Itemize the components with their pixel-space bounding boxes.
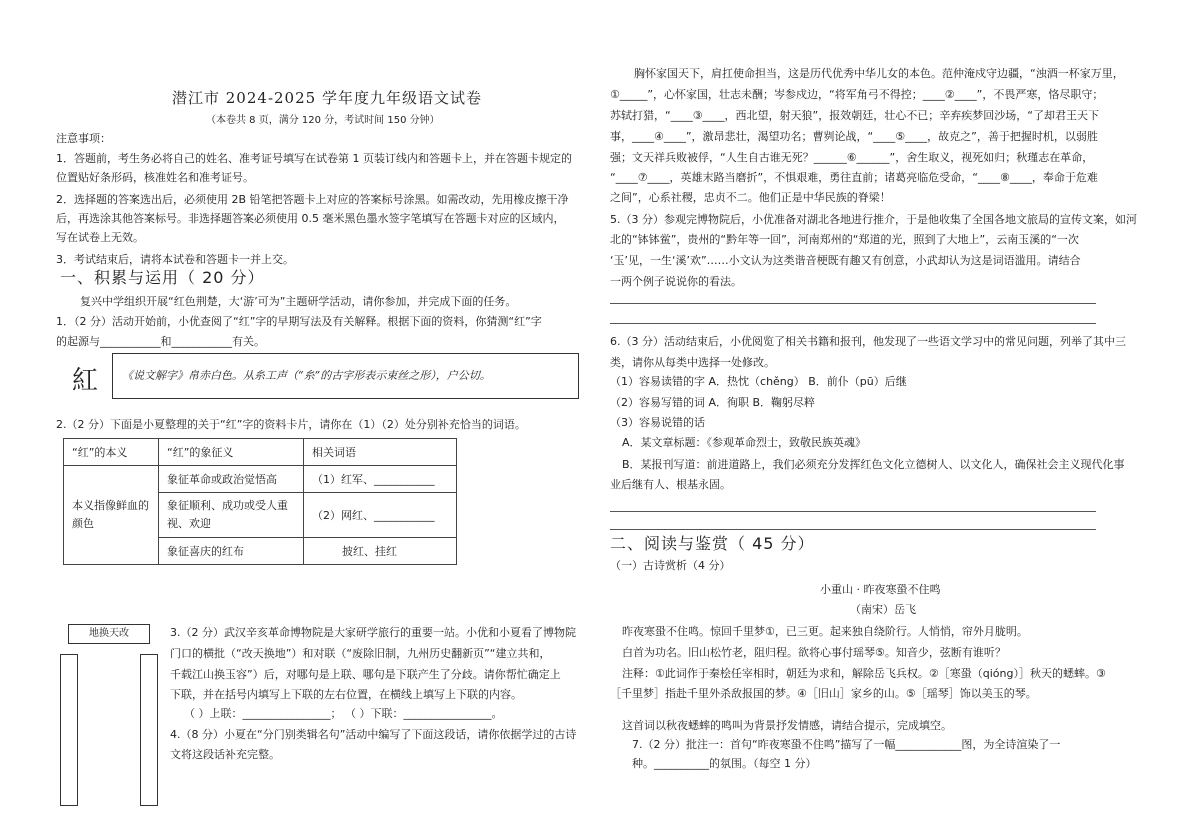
question-6: 6.（3 分）活动结束后，小优阅览了相关书籍和报刊，他发现了一些语文学习中的常见问题，列举了其中三: [610, 335, 1126, 348]
passage-line: 之间”，心系社稷，忠贞不二。他们正是中华民族的脊梁！: [610, 191, 891, 204]
poem-line: 昨夜寒蛩不住鸣。惊回千里梦①，已三更。起来独自绕阶行。人悄悄，帘外月胧明。: [622, 625, 1028, 638]
question-4: 4.（8 分）小夏在“分门别类辑名句”活动中编写了下面这段话，请你依据学过的古诗: [170, 728, 577, 741]
question-6-item: （3）容易说错的话: [610, 416, 705, 429]
col-header-symbolic: “红”的象征义: [159, 439, 304, 466]
poem-line: 白首为功名。旧山松竹老，阻归程。欲将心事付瑶琴⑤。知音少，弦断有谁听？: [622, 646, 1006, 659]
col-header-meaning: “红”的本义: [64, 439, 159, 466]
exam-subtitle: （本卷共 8 页，满分 120 分，考试时间 150 分钟）: [206, 115, 440, 126]
note-line: 位置贴好条形码，核准姓名和准考证号。: [56, 171, 254, 184]
poem-note: ［千里梦］指赴千里外杀敌报国的梦。④［旧山］家乡的山。⑤［瑶琴］饰以美玉的琴。: [610, 687, 1037, 700]
shuowen-quote: 《说文解字》帛赤白色。从糸工声（“糸”的古字形表示束丝之形），户公切。: [122, 369, 491, 382]
question-3-blanks: （ ）上联：________________； （ ）下联：________________。: [184, 707, 503, 720]
passage-line: “____⑦____，英雄末路当磨折”，不惧艰难，勇往直前；诸葛亮临危受命，“____⑧____，奉命于危难: [610, 171, 1098, 184]
exam-title: 潜江市 2024-2025 学年度九年级语文试卷: [172, 89, 482, 107]
question-6-option: 业后继有人、根基永固。: [610, 478, 731, 491]
answer-line[interactable]: [610, 511, 1096, 512]
question-7-intro: 这首词以秋夜蟋蟀的鸣叫为背景抒发情感，请结合提示，完成填空。: [622, 719, 952, 732]
question-1-blank: 的起源与___________和___________有关。: [56, 335, 265, 348]
answer-line[interactable]: [610, 303, 1096, 304]
question-3-line: 千载江山换玉容”）后，对哪句是上联、哪句是下联产生了分歧。请你帮忙确定上: [170, 668, 561, 681]
cell-symbolic: 象征顺利、成功或受人重视、欢迎: [159, 493, 304, 538]
question-6-option: B．某报刊写道：前进道路上，我们必须充分发挥红色文化立德树人、以文化人，确保社会主义现代化事: [622, 458, 1125, 471]
poem-note: 注释：①此词作于秦桧任宰相时，朝廷为求和，解除岳飞兵权。②［寒蛩（qióng）］秋天的蟋蟀。③: [622, 667, 1106, 680]
question-6-line: 类，请你从每类中选择一处修改。: [610, 356, 775, 369]
question-7: 7.（2 分）批注一：首句“昨夜寒蛩不住鸣”描写了一幅____________图，为全诗渲染了一: [632, 738, 1061, 751]
question-6-option: A．某文章标题：《参观革命烈士，致敬民族英魂》: [622, 436, 867, 449]
cell-words: （2）网红、___________: [304, 493, 457, 538]
seal-script-hong: 紅: [72, 366, 99, 396]
question-3-line: 下联，并在括号内填写上下联的左右位置，在横线上填写上下联的内容。: [170, 688, 522, 701]
answer-line[interactable]: [610, 323, 1096, 324]
passage-line: 苏轼打猎，“____③____，西北望，射天狼”，报效朝廷，壮心不已；辛弃疾梦回沙场，“了却君王天下: [610, 109, 1099, 122]
cell-base-meaning: 本义指像鲜血的颜色: [64, 466, 159, 565]
question-6-item: （1）容易读错的字 A．热忱（chěng） B．前仆（pū）后继: [610, 375, 907, 388]
section1-title: 一、积累与运用（ 20 分）: [60, 268, 265, 287]
subsection-title: （一）古诗赏析（4 分）: [610, 559, 731, 572]
section2-title: 二、阅读与鉴赏（ 45 分）: [610, 534, 815, 553]
note-line: 写在试卷上无效。: [56, 231, 144, 244]
cell-words: （1）红军、___________: [304, 466, 457, 493]
section1-intro: 复兴中学组织开展“红色荆楚，大‘游’可为”主题研学活动，请你参加，并完成下面的任务。: [80, 295, 517, 308]
cell-symbolic: 象征喜庆的红布: [159, 538, 304, 565]
couplet-left-scroll: [60, 654, 78, 806]
note-line: 2．选择题的答案选出后，必须使用 2B 铅笔把答题卡上对应的答案标号涂黑。如需改动，先用橡皮擦干净: [56, 193, 569, 206]
question-5-line: 一两个例子说说你的看法。: [610, 275, 742, 288]
passage-line: 事，____④____”，激昂悲壮，渴望功名；曹刿论战，“____⑤____，故克之”，善于把握时机，以弱胜: [610, 130, 1098, 143]
question-6-item: （2）容易写错的词 A．徇职 B．鞠躬尽粹: [610, 396, 816, 409]
answer-line[interactable]: [610, 529, 1096, 530]
question-2: 2.（2 分）下面是小夏整理的关于“红”字的资料卡片，请你在（1）（2）处分别补充恰当的词语。: [56, 418, 526, 431]
passage-line: 胸怀家国天下，肩扛使命担当，这是历代优秀中华儿女的本色。范仲淹戍守边疆，“浊酒一杯家万里，: [634, 67, 1124, 80]
note-line: 后，再选涂其他答案标号。非选择题答案必须使用 0.5 毫米黑色墨水签字笔填写在答题卡对应的区域内，: [56, 212, 565, 225]
question-3: 3.（2 分）武汉辛亥革命博物院是大家研学旅行的重要一站。小优和小夏看了博物院: [170, 626, 576, 639]
question-1: 1．（2 分）活动开始前，小优查阅了“红”字的早期写法及有关解释。根据下面的资料，你猜测“红”字: [56, 315, 542, 328]
question-5: 5.（3 分）参观完博物院后，小优准备对湖北各地进行推介，于是他收集了全国各地文旅局的宣传文案，如河: [610, 213, 1137, 226]
couplet-banner: 地换天改: [68, 624, 150, 644]
passage-line: ①_____”，心怀家国，壮志未酬；岑参戍边，“将军角弓不得控；____②____”，不畏严寒，恪尽职守；: [610, 88, 1104, 101]
question-5-line: ‘玉’见，一生‘溪’欢”……小文认为这类谐音梗既有趣又有创意，小武却认为这是词语滥用。请结合: [610, 254, 1081, 267]
question-5-line: 北的“钵钵鲎”，贵州的“黔年等一回”，河南郑州的“郑道的光，照到了大地上”，云南玉溪的“一次: [610, 233, 1079, 246]
note-line: 3．考试结束后，请将本试卷和答题卡一并上交。: [56, 253, 294, 266]
question-3-line: 门口的横批（“改天换地”）和对联（“废除旧制，九州历史翻新页”“建立共和，: [170, 647, 551, 660]
passage-line: 强；文天祥兵败被俘，“人生自古谁无死？______⑥______”，舍生取义，视死如归；秋瑾志在革命，: [610, 151, 1094, 164]
col-header-words: 相关词语: [304, 439, 457, 466]
poem-author: （南宋）岳飞: [850, 603, 916, 616]
notes-heading: 注意事项：: [56, 132, 111, 145]
question-4-line: 文将这段话补充完整。: [170, 748, 280, 761]
cell-symbolic: 象征革命或政治觉悟高: [159, 466, 304, 493]
poem-title: 小重山 · 昨夜寒蛩不住鸣: [820, 583, 941, 596]
cell-words: 披红、挂红: [304, 538, 457, 565]
question-7-line: 种。__________的氛围。（每空 1 分）: [632, 757, 817, 770]
hong-info-card: [63, 438, 457, 565]
note-line: 1．答题前，考生务必将自己的姓名、准考证号填写在试卷第 1 页装订线内和答题卡上，并在答题卡规定的: [56, 152, 572, 165]
couplet-right-scroll: [140, 654, 158, 806]
